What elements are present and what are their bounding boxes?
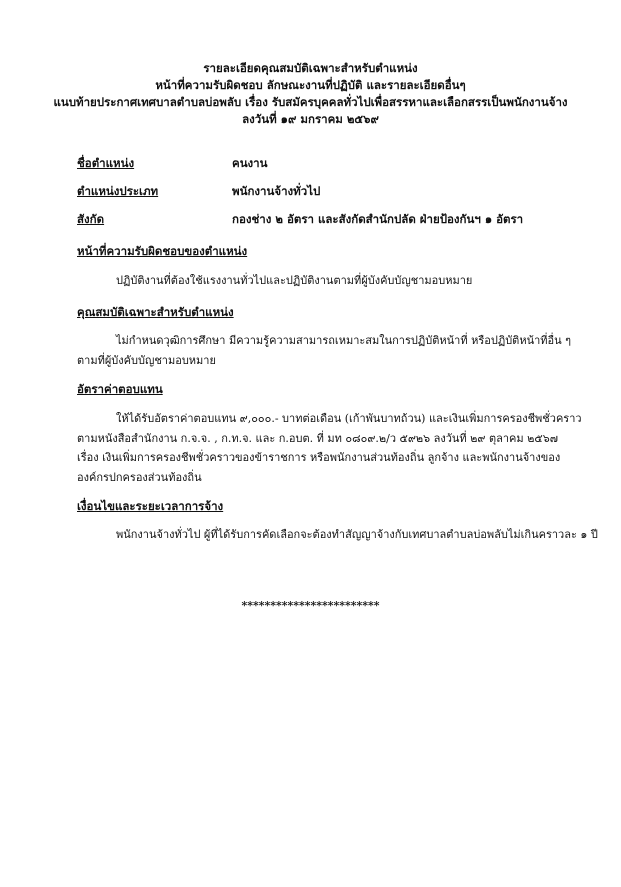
header-title-line-2: หน้าที่ความรับผิดชอบ ลักษณะงานที่ปฏิบัติ และรายละเอียดอื่นๆ xyxy=(155,78,466,92)
compensation-text-line-4: องค์กรปกครองส่วนท้องถิ่น xyxy=(77,471,202,484)
compensation-text-line-2: ตามหนังสือสำนักงาน ก.จ.จ. , ก.ท.จ. และ ก.อบต. ที่ มท ๐๘๐๙.๒/ว ๕๙๒๖ ลงวันที่ ๒๙ ตุลาคม ๒๕๖๗ xyxy=(77,432,558,445)
unit-label: สังกัด xyxy=(77,212,105,226)
compensation-heading: อัตราค่าตอบแทน xyxy=(77,382,163,396)
header-title-line-3: แนบท้ายประกาศเทศบาลตำบลบ่อพลับ เรื่อง รับสมัครบุคคลทั่วไปเพื่อสรรหาและเลือกสรรเป็นพนักงานจ้าง xyxy=(53,95,568,109)
duties-heading: หน้าที่ความรับผิดชอบของตำแหน่ง xyxy=(77,244,248,258)
qualifications-text-line-1: ไม่กำหนดวุฒิการศึกษา มีความรู้ความสามารถเหมาะสมในการปฏิบัติหน้าที่ หรือปฏิบัติหน้าที่อื่น ๆ xyxy=(116,334,572,347)
position-type-label: ตำแหน่งประเภท xyxy=(77,184,159,198)
unit-value: กองช่าง ๒ อัตรา และสังกัดสำนักปลัด ฝ่ายป้องกันฯ ๑ อัตรา xyxy=(232,212,524,226)
position-type-value: พนักงานจ้างทั่วไป xyxy=(232,184,321,198)
footer-stars-divider: ************************ xyxy=(241,599,380,612)
header-date-line: ลงวันที่ ๑๙ มกราคม ๒๕๖๙ xyxy=(242,112,379,126)
conditions-text: พนักงานจ้างทั่วไป ผู้ที่ได้รับการคัดเลือกจะต้องทำสัญญาจ้างกับเทศบาลตำบลบ่อพลับไม่เกินคราวละ ๑ ปี xyxy=(116,528,598,541)
qualifications-heading: คุณสมบัติเฉพาะสำหรับตำแหน่ง xyxy=(77,305,234,319)
qualifications-text-line-2: ตามที่ผู้บังคับบัญชามอบหมาย xyxy=(77,354,216,367)
conditions-heading: เงื่อนไขและระยะเวลาการจ้าง xyxy=(77,499,224,513)
duties-text: ปฏิบัติงานที่ต้องใช้แรงงานทั่วไปและปฏิบัติงานตามที่ผู้บังคับบัญชามอบหมาย xyxy=(116,274,473,287)
compensation-text-line-3: เรื่อง เงินเพิ่มการครองชีพชั่วคราวของข้าราชการ หรือพนักงานส่วนท้องถิ่น ลูกจ้าง และพนักงานจ้างของ xyxy=(77,451,561,464)
position-label: ชื่อตำแหน่ง xyxy=(77,156,135,170)
header-title-line-1: รายละเอียดคุณสมบัติเฉพาะสำหรับตำแหน่ง xyxy=(203,61,418,75)
position-value: คนงาน xyxy=(232,156,268,170)
compensation-text-line-1: ให้ได้รับอัตราค่าตอบแทน ๙,๐๐๐.- บาทต่อเดือน (เก้าพันบาทถ้วน) และเงินเพิ่มการครองชีพชั่วคราว xyxy=(116,412,582,425)
